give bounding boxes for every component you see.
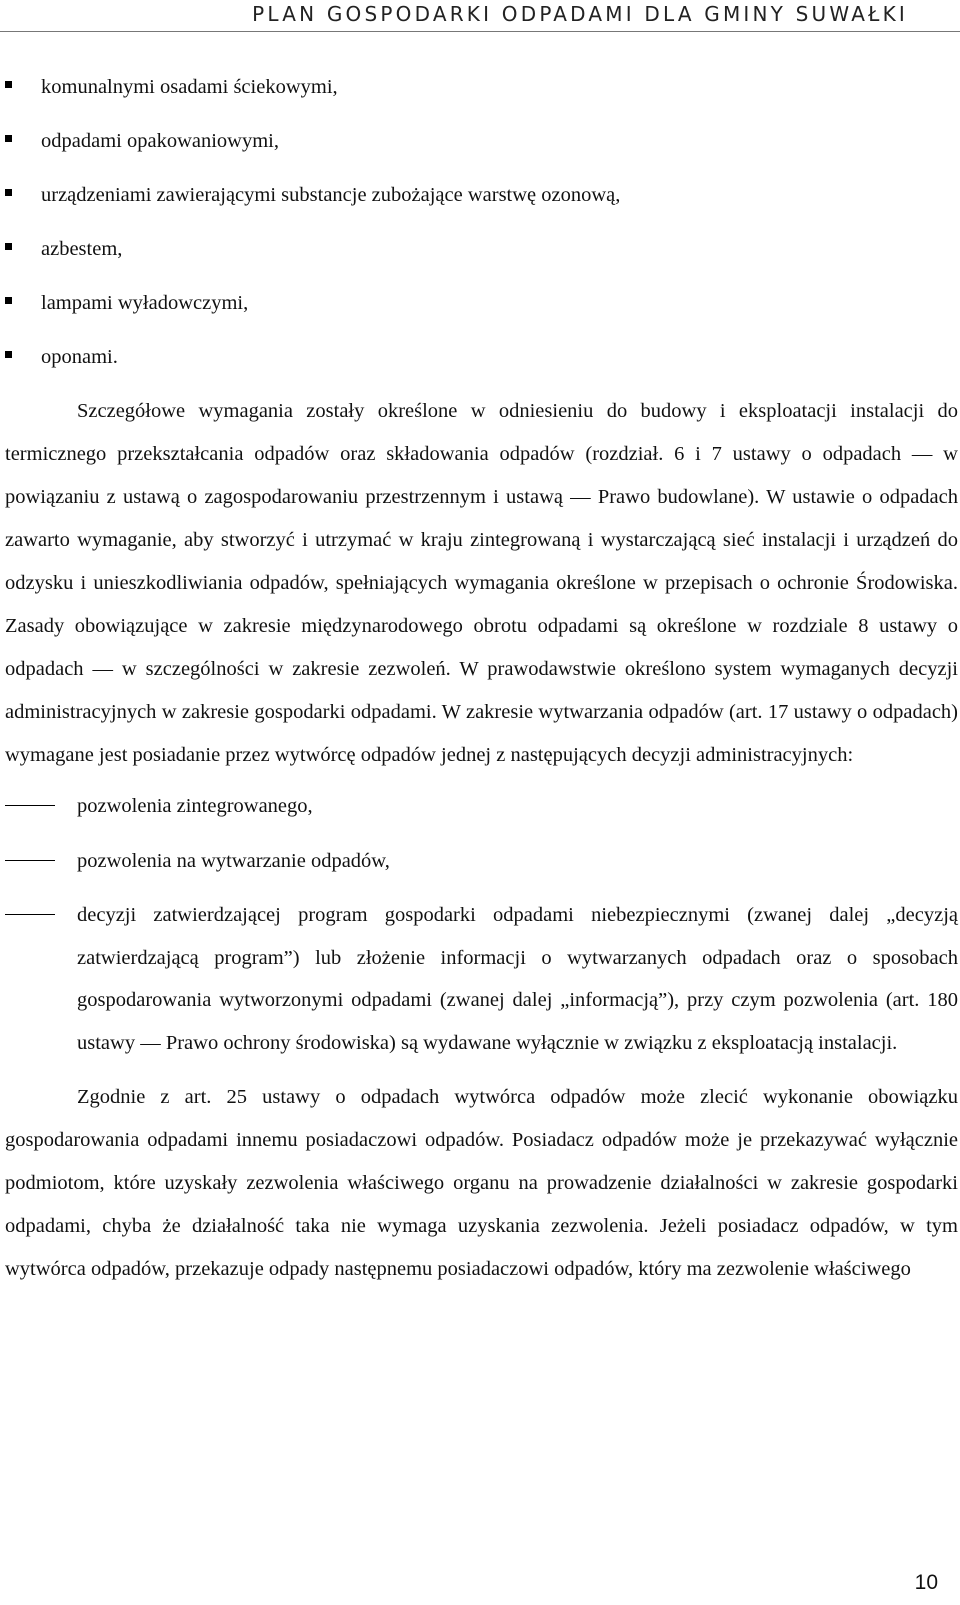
dash-bullet-icon [5,914,55,915]
dash-list [5,785,958,1064]
dash-item-text: pozwolenia zintegrowanego, [77,795,313,817]
page-content [5,60,958,1291]
bullet-item-text: lampami wyładowczymi, [41,292,249,314]
page-number: 10 [914,1571,938,1594]
bullet-item [5,168,958,222]
square-bullet-icon [5,297,12,304]
paragraph-obligations: Zgodnie z art. 25 ustawy o odpadach wytwórca odpadów może zlecić wykonanie obowiązku gospodarowania odpadami innemu posiadaczowi odpadów. Posiadacz odpadów może je przekazywać wyłącznie podmiotom, które uzyskały zezwolenia właściwego organu na prowadzenie działalności w zakresie gospodarki odpadami, chyba że działalność taka nie wymaga uzyskania zezwolenia. Jeżeli posiadacz odpadów, w tym wytwórca odpadów, przekazuje odpady następnemu posiadaczowi odpadów, który ma zezwolenie właściwego [5,1086,958,1280]
dash-item [5,840,958,883]
dash-item-text: pozwolenia na wytwarzanie odpadów, [77,849,390,872]
paragraph-requirements: Szczegółowe wymagania zostały określone w odniesieniu do budowy i eksploatacji instalacji do termicznego przekształcania odpadów oraz składowania odpadów (rozdział. 6 i 7 ustawy o odpadach — w powiązaniu z ustawą o zagospodarowaniu przestrzennym i ustawą — Prawo budowlane). W ustawie o odpadach zawarto wymaganie, aby stworzyć i utrzymać w kraju zintegrowaną i wystarczającą sieć instalacji i urządzeń do odzysku i unieszkodliwiania odpadów, spełniających wymagania określone w przepisach o ochronie Środowiska. Zasady obowiązujące w zakresie międzynarodowego obrotu odpadami są określone w rozdziale 8 ustawy o odpadach — w szczególności w zakresie zezwoleń. W prawodawstwie określono system wymaganych decyzji administracyjnych w zakresie gospodarki odpadami. W zakresie wytwarzania odpadów (art. 17 ustawy o odpadach) wymagane jest posiadanie przez wytwórcę odpadów jednej z następujących decyzji administracyjnych: [5,400,958,766]
square-bullet-icon [5,189,12,196]
bullet-item [5,114,958,168]
bullet-item-text: urządzeniami zawierającymi substancje zubożające warstwę ozonową, [41,184,621,206]
dash-bullet-icon [5,860,55,861]
bullet-item [5,222,958,276]
bullet-item-text: oponami. [41,346,118,368]
header-divider [0,31,960,32]
bullet-item-text: komunalnymi osadami ściekowymi, [41,76,338,98]
square-bullet-icon [5,351,12,358]
square-bullet-icon [5,135,12,142]
page-header [0,0,960,30]
bullet-item [5,330,958,384]
square-bullet-icon [5,243,12,250]
bullet-item-text: azbestem, [41,238,123,260]
bullet-item [5,60,958,114]
dash-bullet-icon [5,805,55,806]
square-bullet-icon [5,81,12,88]
dash-item [5,894,958,1064]
bullet-item-text: odpadami opakowaniowymi, [41,130,279,152]
dash-item-text: decyzji zatwierdzającej program gospodarki odpadami niebezpiecznymi (zwanej dalej „decyzją zatwierdzającą program”) lub złożenie informacji o wytwarzanych odpadach oraz o sposobach gospodarowania wytworzonymi odpadami (zwanej dalej „informacją”), przy czym pozwolenia (art. 180 ustawy — Prawo ochrony środowiska) są wydawane wyłącznie w związku z eksploatacją instalacji. [77,904,958,1054]
bullet-item [5,276,958,330]
bullet-list [5,60,958,384]
dash-item [5,785,958,828]
document-title: PLAN GOSPODARKI ODPADAMI DLA GMINY SUWAŁKI [252,2,908,26]
